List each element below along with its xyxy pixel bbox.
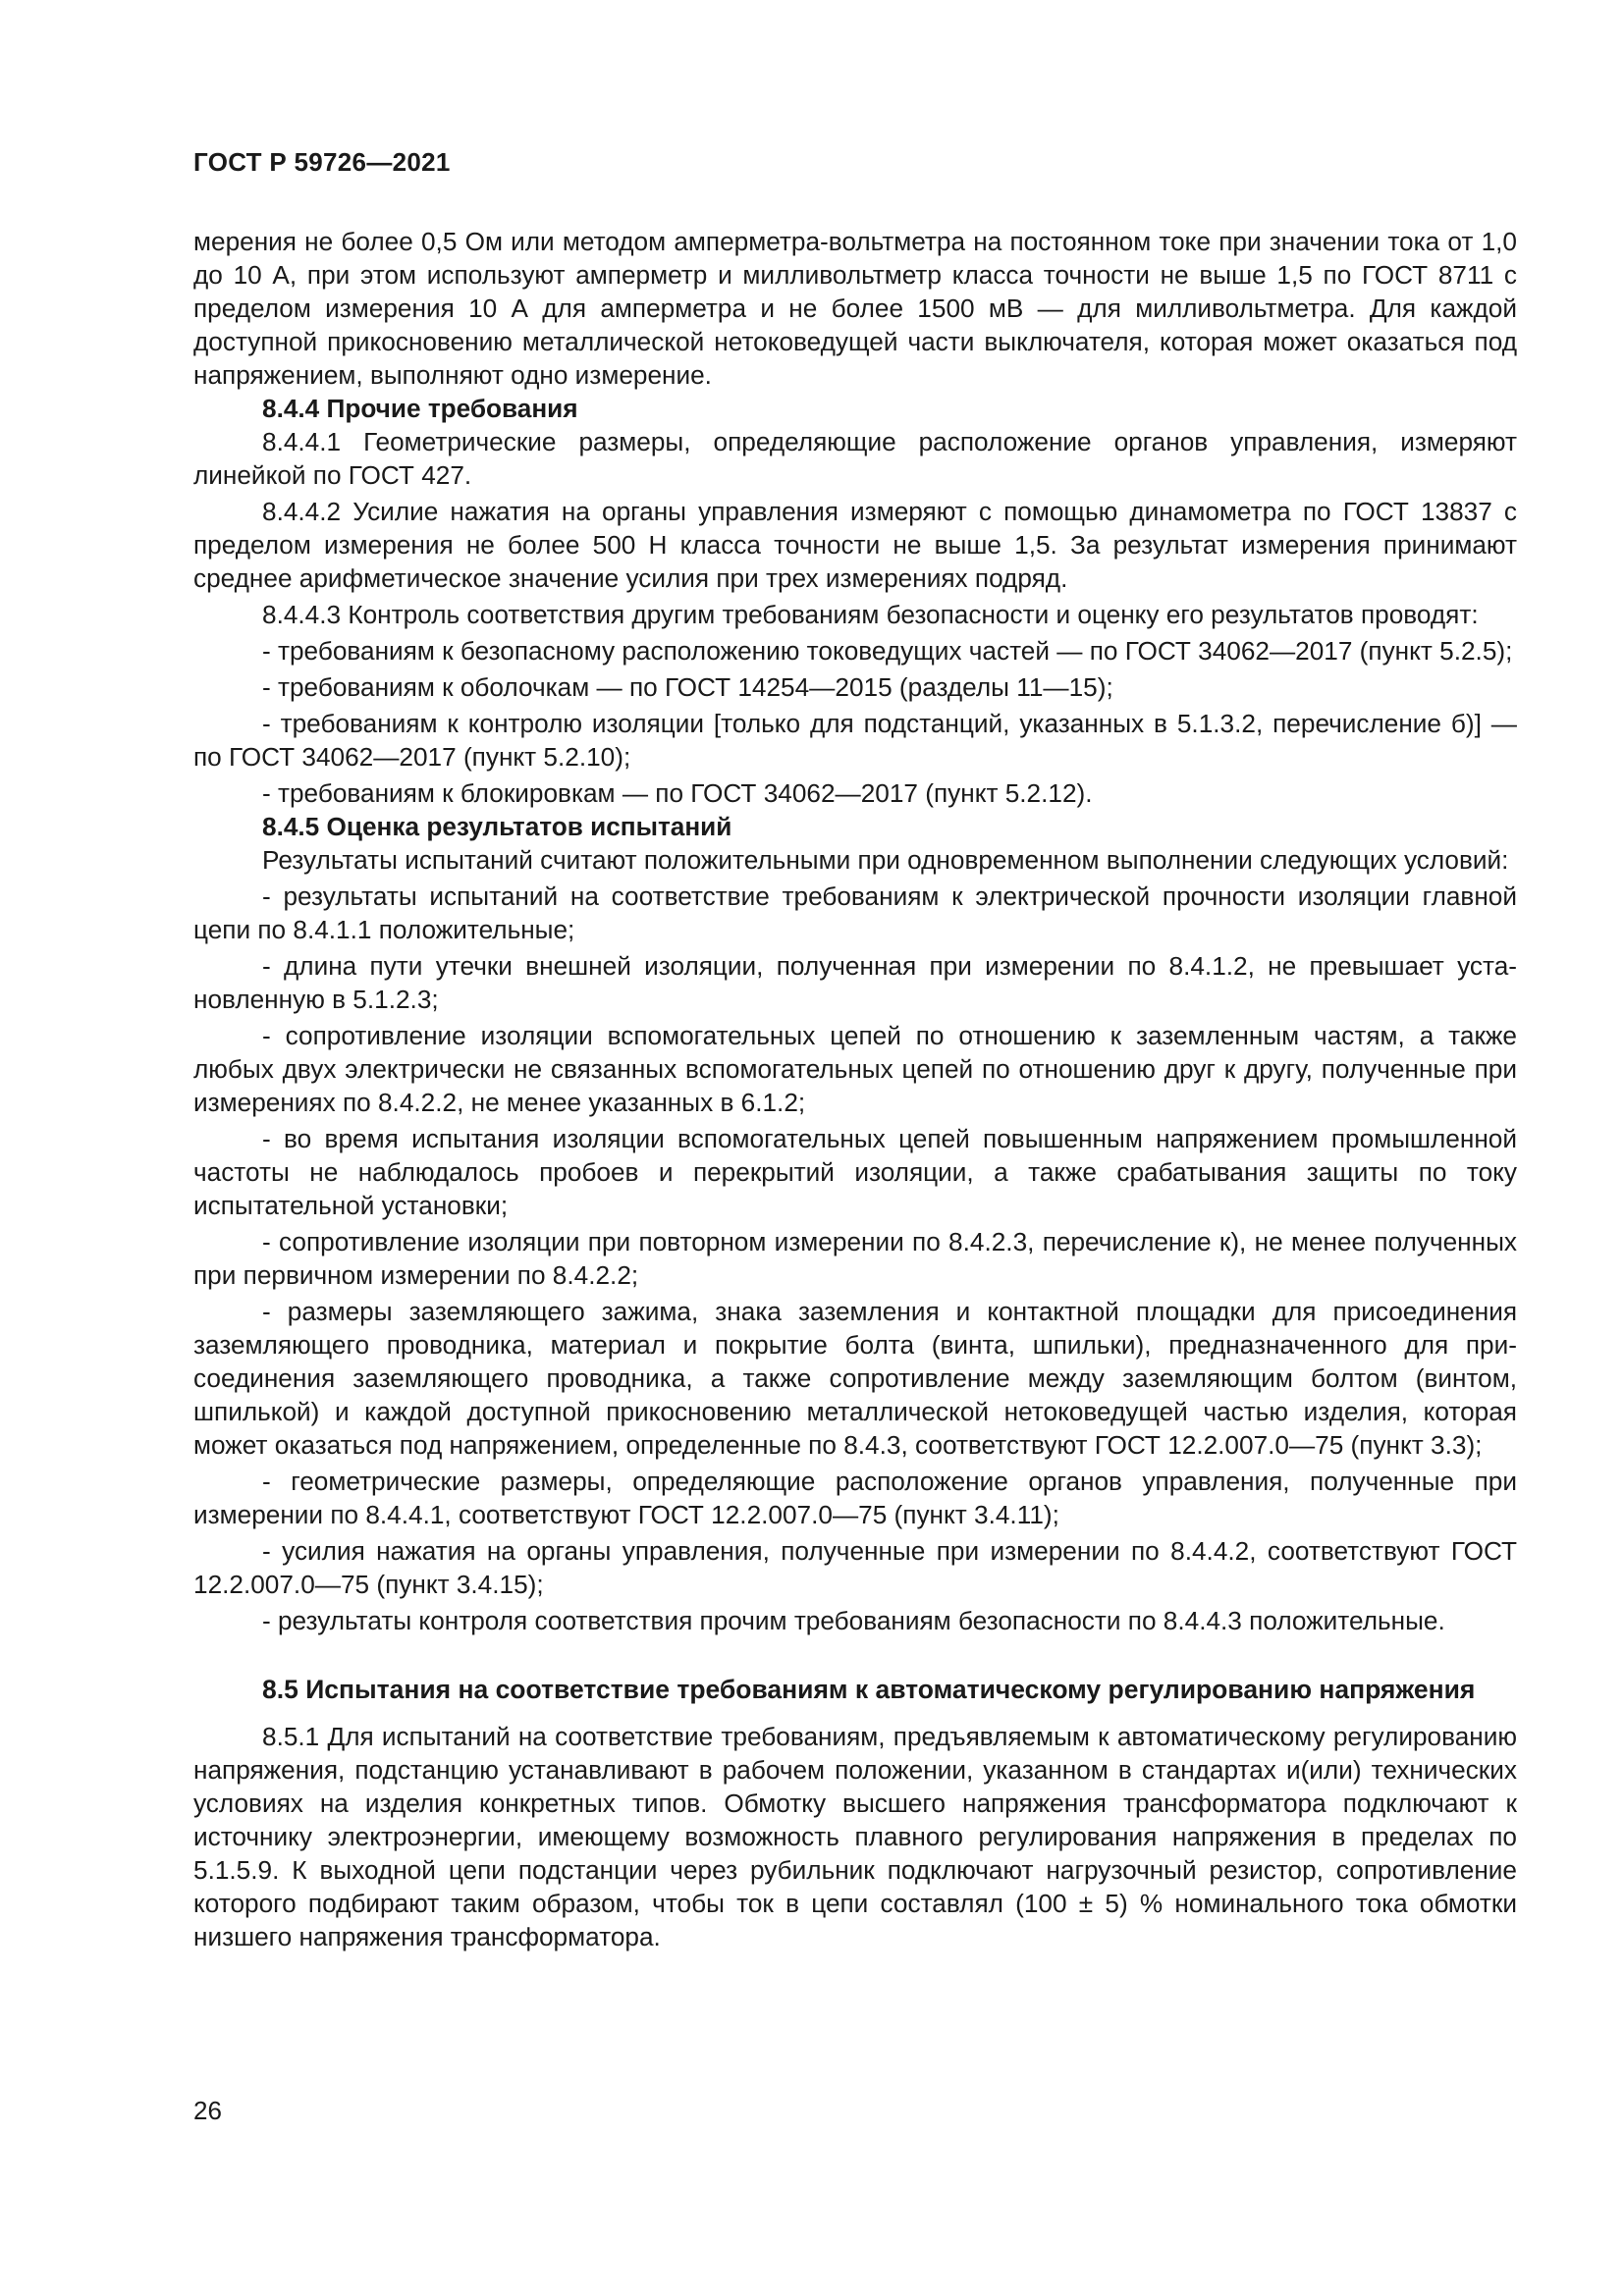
list-item: - требованиям к контролю изоляции [только для подстанций, указанных в 5.1.3.2, перечисление б)] — по ГОСТ 34062—2017 (пункт 5.2.10); [193,709,1517,772]
list-item: - во время испытания изоляции вспомогательных цепей повышенным напряжением промышленной частоты не наблюдалось пробоев и перекрытий изоляции, а также срабатывания защиты по току испытательной установки; [193,1124,1517,1220]
clause-8-4-4-2: 8.4.4.2 Усилие нажатия на органы управления измеряют с помощью динамометра по ГОСТ 13837 с пределом измерения не более 500 Н класса точности не выше 1,5. За результат измерения принимают среднее арифметическое значение усилия при трех измерениях подряд. [193,497,1517,593]
list-item: - результаты испытаний на соответствие требованиям к электрической прочности изоляции главной цепи по 8.4.1.1 положительные; [193,881,1517,944]
list-item: - длина пути утечки внешней изоляции, полученная при измерении по 8.4.1.2, не превышает установленную в 5.1.2.3; [193,951,1517,1014]
list-item: - результаты контроля соответствия прочим требованиям безопасности по 8.4.4.3 положительные. [262,1606,1445,1635]
list-item: - усилия нажатия на органы управления, полученные при измерении по 8.4.4.2, соответствуют ГОСТ 12.2.007.0—75 (пункт 3.4.15); [193,1536,1517,1599]
clause-8-5-1: 8.5.1 Для испытаний на соответствие требованиям, предъявляемым к автоматическому регулированию напряжения, подстанцию устанавливают в рабочем положении, указанном в стандартах и(или) технических условиях на изделия конкретных типов. Обмотку высшего напряжения трансформатора подключают к источнику электроэнергии, имеющему возможность плавного регулирования напряжения в пределах по 5.1.5.9. К выходной цепи подстанции через рубильник подключают нагрузочный резистор, сопротивление которого подбирают таким образом, чтобы ток в цепи составлял (100 ± 5) % номинального тока обмотки низшего напряжения трансформатора. [193,1722,1517,1951]
subsection-heading-8-4-5: 8.4.5 Оценка результатов испытаний [262,812,732,841]
list-item: - требованиям к оболочкам — по ГОСТ 14254—2015 (разделы 11—15); [262,672,1113,702]
list-item: - сопротивление изоляции вспомогательных цепей по отношению к заземленным частям, а также любых двух электрически не связанных вспомогательных цепей по отношению друг к другу, полученные при измерениях по 8.4.2.2, не менее указанных в 6.1.2; [193,1021,1517,1117]
document-header: ГОСТ Р 59726—2021 [193,147,451,177]
list-item: - геометрические размеры, определяющие расположение органов управления, полученные при измерении по 8.4.4.1, соответствуют ГОСТ 12.2.007.0—75 (пункт 3.4.11); [193,1467,1517,1529]
subsection-heading-8-4-4: 8.4.4 Прочие требования [262,394,578,423]
page-number: 26 [193,2096,222,2125]
list-item: - требованиям к блокировкам — по ГОСТ 34062—2017 (пункт 5.2.12). [262,778,1093,808]
list-item: - требованиям к безопасному расположению токоведущих частей — по ГОСТ 34062—2017 (пункт 5.2.5); [262,636,1513,666]
paragraph: Результаты испытаний считают положительными при одновременном выполнении следующих условий: [262,845,1509,875]
clause-8-4-4-3: 8.4.4.3 Контроль соответствия другим требованиям безопасности и оценку его результатов проводят: [262,600,1479,629]
list-item: - сопротивление изоляции при повторном измерении по 8.4.2.3, перечисление к), не менее полученных при первичном измерении по 8.4.2.2; [193,1227,1517,1290]
list-item: - размеры заземляющего зажима, знака заземления и контактной площадки для присоединения заземляющего проводника, материал и покрытие болта (винта, шпильки), предназначенного для присоединения заземляющего проводника, а также сопротивление между заземляющим болтом (винтом, шпилькой) и каждой доступной прикосновению металлической нетоковедущей частью изделия, которая может оказаться под напряжением, определенные по 8.4.3, соответствуют ГОСТ 12.2.007.0—75 (пункт 3.3); [193,1297,1517,1460]
clause-8-4-4-1: 8.4.4.1 Геометрические размеры, определяющие расположение органов управления, измеряют линейкой по ГОСТ 427. [193,427,1517,490]
document-body [193,225,1517,1953]
section-heading-8-5: 8.5 Испытания на соответствие требованиям к автоматическому регулированию напряжения [262,1675,1476,1704]
paragraph-continuation: мерения не более 0,5 Ом или методом амперметра-вольтметра на постоянном токе при значении тока от 1,0 до 10 А, при этом используют амперметр и милливольтметр класса точности не выше 1,5 по ГОСТ 8711 с пределом измерения 10 А для амперметра и не более 1500 мВ — для милливольтметра. Для каждой доступной прикосновению металлической нетоковедущей части выключателя, которая может оказаться под напряжением, выполняют одно измерение. [193,227,1517,390]
